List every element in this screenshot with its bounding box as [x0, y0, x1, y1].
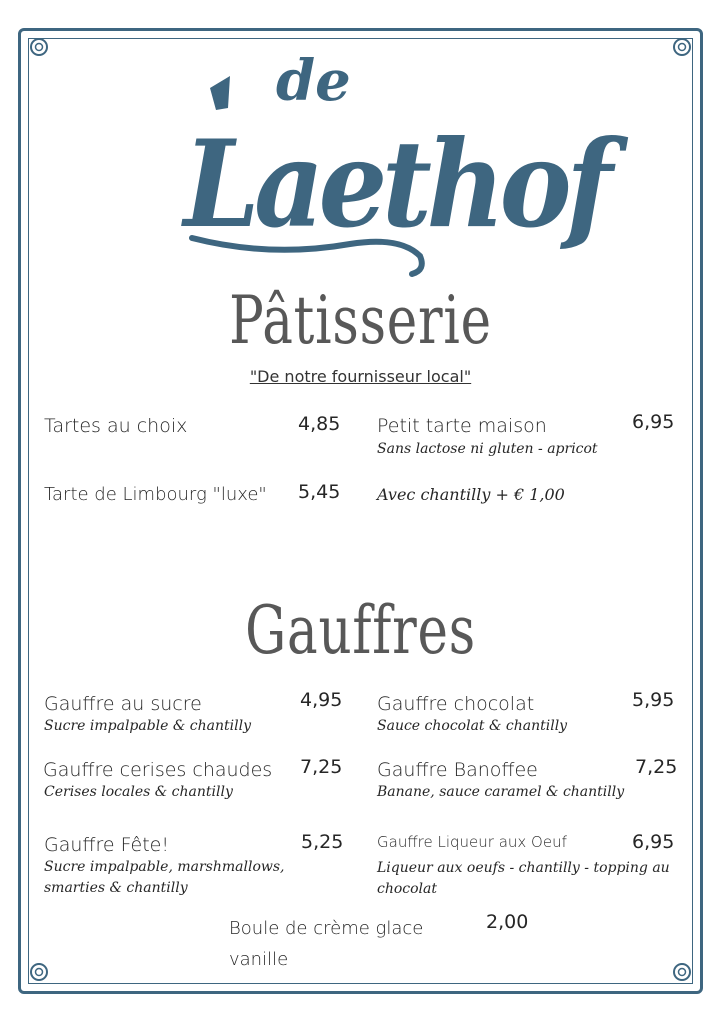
- section-title-patisserie: Pâtisserie: [229, 282, 492, 359]
- menu-item-name: Gauffre Banoffee: [377, 759, 538, 781]
- menu-item-description: Sauce chocolat & chantilly: [377, 718, 568, 734]
- menu-item-name: Gauffre Fête!: [44, 834, 169, 856]
- section-subtitle: "De notre fournisseur local": [249, 367, 472, 386]
- menu-item-description: Sans lactose ni gluten - apricot: [377, 441, 598, 457]
- menu-item-name: Boule de crème glace vanille: [229, 918, 424, 970]
- menu-item-description: Banane, sauce caramel & chantilly: [377, 784, 625, 800]
- menu-item-description: Cerises locales & chantilly: [44, 784, 233, 800]
- menu-item-name: Gauffre Liqueur aux Oeuf: [377, 833, 567, 851]
- menu-item-description: Sucre impalpable, marshmallows, smarties & chantilly: [44, 859, 285, 896]
- chantilly-note: Avec chantilly + € 1,00: [377, 485, 565, 504]
- menu-item-description: Sucre impalpable & chantilly: [44, 718, 251, 734]
- menu-item-price: 4,85: [298, 413, 341, 435]
- logo-text-small: de: [276, 48, 351, 114]
- menu-item-price: 4,95: [300, 689, 343, 711]
- menu-item-price: 7,25: [300, 756, 343, 778]
- menu-item-price: 6,95: [632, 831, 675, 853]
- corner-ornament-icon: [671, 36, 693, 58]
- menu-item-price: 5,25: [301, 831, 344, 853]
- menu-item-name: Petit tarte maison: [377, 415, 547, 437]
- menu-item-name: Tartes au choix: [44, 415, 188, 437]
- menu-item-name: Gauffre cerises chaudes: [43, 759, 273, 781]
- menu-item-name: Gauffre au sucre: [44, 693, 202, 715]
- menu-item-price: 2,00: [486, 911, 529, 933]
- corner-ornament-icon: [671, 961, 693, 983]
- brand-logo: [180, 48, 608, 280]
- menu-item-price: 7,25: [635, 756, 678, 778]
- menu-item-price: 6,95: [632, 411, 675, 433]
- menu-item-description: Liqueur aux oeufs - chantilly - topping au chocolat: [377, 860, 670, 897]
- section-title-gauffres: Gauffres: [245, 592, 476, 669]
- corner-ornament-icon: [28, 961, 50, 983]
- logo-text-main: Laethof: [183, 113, 608, 255]
- menu-item-name: Gauffre chocolat: [377, 693, 535, 715]
- menu-item-price: 5,95: [632, 689, 675, 711]
- corner-ornament-icon: [28, 36, 50, 58]
- menu-item-name: Tarte de Limbourg "luxe": [44, 484, 267, 505]
- menu-item-price: 5,45: [298, 481, 341, 503]
